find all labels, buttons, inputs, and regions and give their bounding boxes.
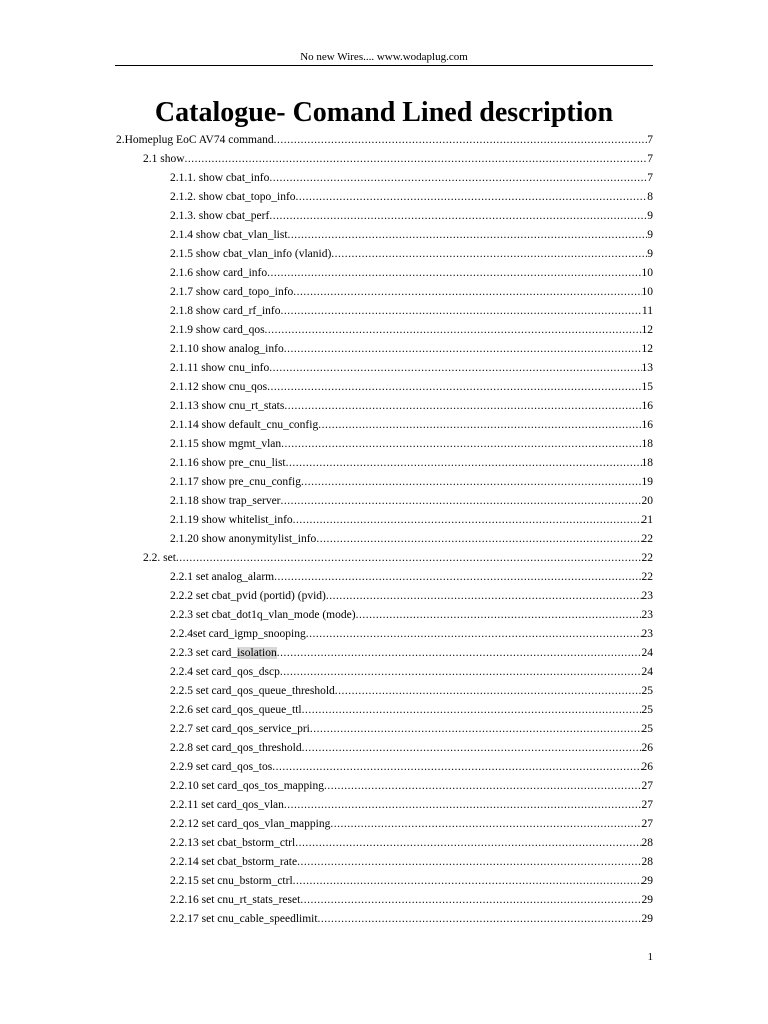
toc-entry[interactable]	[170, 684, 653, 699]
toc-entry-title: 2.2.16 set cnu_rt_stats_reset	[170, 894, 301, 906]
toc-entry-page: 29	[641, 913, 653, 925]
toc-entry-title: 2.1 show	[143, 153, 185, 165]
toc-entry-page: 27	[641, 780, 653, 792]
toc-entry-page: 18	[641, 457, 653, 469]
toc-leader-dots	[284, 342, 642, 357]
toc-entry[interactable]	[170, 266, 653, 281]
toc-leader-dots	[286, 456, 642, 471]
toc-entry[interactable]	[170, 741, 653, 756]
toc-entry[interactable]	[170, 779, 653, 794]
toc-entry-page: 29	[641, 875, 653, 887]
toc-entry[interactable]	[170, 836, 653, 851]
toc-leader-dots	[316, 532, 641, 547]
toc-entry[interactable]	[170, 418, 653, 433]
toc-leader-dots	[281, 304, 642, 319]
toc-entry-page: 7	[647, 172, 653, 184]
page-number: 1	[647, 951, 653, 963]
toc-entry[interactable]	[170, 342, 653, 357]
toc-entry-page: 22	[641, 533, 653, 545]
toc-entry[interactable]	[116, 133, 653, 148]
toc-entry-title: 2.2.8 set card_qos_threshold	[170, 742, 302, 754]
header-divider	[115, 65, 653, 66]
toc-entry-title: 2.2.4set card_igmp_snooping	[170, 628, 306, 640]
toc-entry[interactable]	[170, 570, 653, 585]
toc-entry-page: 27	[641, 818, 653, 830]
toc-leader-dots	[176, 551, 642, 566]
toc-entry-title: 2.1.6 show card_info	[170, 267, 268, 279]
toc-entry-title: 2.1.4 show cbat_vlan_list	[170, 229, 288, 241]
toc-leader-dots	[269, 361, 641, 376]
toc-entry[interactable]	[170, 798, 653, 813]
toc-entry-page: 29	[641, 894, 653, 906]
toc-entry-title: 2.2.15 set cnu_bstorm_ctrl	[170, 875, 293, 887]
toc-entry[interactable]	[170, 874, 653, 889]
toc-leader-dots	[296, 190, 648, 205]
toc-entry-page: 25	[641, 704, 653, 716]
toc-entry-title: 2.2.4 set card_qos_dscp	[170, 666, 280, 678]
toc-entry-page: 10	[641, 286, 653, 298]
toc-entry-title: 2.2.17 set cnu_cable_speedlimit	[170, 913, 318, 925]
toc-entry[interactable]	[170, 475, 653, 490]
toc-leader-dots	[300, 893, 641, 908]
toc-entry[interactable]	[170, 817, 653, 832]
toc-entry[interactable]	[170, 285, 653, 300]
page-title: Catalogue- Comand Lined description	[154, 97, 614, 128]
toc-entry-page: 9	[647, 248, 653, 260]
toc-entry-page: 27	[641, 799, 653, 811]
toc-leader-dots	[280, 665, 642, 680]
toc-entry-page: 7	[647, 153, 653, 165]
toc-leader-dots	[297, 855, 641, 870]
page-header: No new Wires.... www.wodaplug.com	[300, 51, 468, 63]
toc-entry-title: 2.2.1 set analog_alarm	[170, 571, 275, 583]
toc-entry-page: 16	[641, 400, 653, 412]
toc-entry-title: 2.2.11 set card_qos_vlan	[170, 799, 284, 811]
toc-entry-title: 2.2.2 set cbat_pvid (portid) (pvid)	[170, 590, 326, 602]
toc-entry-title: 2.1.7 show card_topo_info	[170, 286, 294, 298]
toc-leader-dots	[267, 380, 641, 395]
toc-leader-dots	[293, 513, 642, 528]
toc-entry[interactable]	[170, 323, 653, 338]
toc-entry-title: 2.1.10 show analog_info	[170, 343, 284, 355]
toc-entry-page: 8	[647, 191, 653, 203]
toc-entry-title: 2.2. set	[143, 552, 176, 564]
toc-entry-page: 9	[647, 229, 653, 241]
toc-leader-dots	[318, 418, 641, 433]
toc-entry-page: 20	[641, 495, 653, 507]
toc-entry-page: 25	[641, 723, 653, 735]
toc-entry-page: 23	[641, 609, 653, 621]
toc-leader-dots	[335, 684, 642, 699]
toc-entry-page: 19	[641, 476, 653, 488]
toc-entry[interactable]	[170, 665, 653, 680]
toc-entry-page: 16	[641, 419, 653, 431]
toc-entry-page: 25	[641, 685, 653, 697]
toc-entry[interactable]	[170, 247, 653, 262]
toc-leader-dots	[267, 266, 641, 281]
toc-leader-dots	[284, 798, 642, 813]
toc-entry-page: 23	[641, 628, 653, 640]
toc-entry-page: 26	[641, 761, 653, 773]
toc-entry-page: 21	[641, 514, 653, 526]
toc-entry-title: 2.1.16 show pre_cnu_list	[170, 457, 286, 469]
toc-entry-title: 2.1.9 show card_qos	[170, 324, 265, 336]
toc-entry-title: 2.2.12 set card_qos_vlan_mapping	[170, 818, 331, 830]
toc-leader-dots	[302, 703, 642, 718]
toc-entry-title: 2.1.20 show anonymitylist_info	[170, 533, 317, 545]
toc-entry[interactable]	[143, 152, 653, 167]
toc-entry-title: 2.1.18 show trap_server	[170, 495, 281, 507]
toc-entry-title: 2.2.5 set card_qos_queue_threshold	[170, 685, 335, 697]
toc-entry[interactable]	[170, 646, 653, 661]
toc-entry-title: 2.1.14 show default_cnu_config	[170, 419, 319, 431]
toc-leader-dots	[331, 247, 647, 262]
toc-entry-page: 12	[641, 343, 653, 355]
toc-leader-dots	[265, 323, 642, 338]
toc-entry[interactable]	[170, 437, 653, 452]
toc-entry-page: 22	[641, 552, 653, 564]
highlighted-term: isolation	[237, 647, 277, 659]
toc-leader-dots	[274, 133, 648, 148]
toc-entry-page: 18	[641, 438, 653, 450]
toc-leader-dots	[324, 779, 642, 794]
toc-entry-page: 22	[641, 571, 653, 583]
toc-leader-dots	[185, 152, 648, 167]
toc-entry-page: 12	[641, 324, 653, 336]
toc-entry-title: 2.2.3 set card_isolation	[170, 647, 277, 659]
toc-leader-dots	[310, 722, 642, 737]
toc-entry[interactable]	[170, 703, 653, 718]
toc-entry-title: 2.2.7 set card_qos_service_pri	[170, 723, 310, 735]
toc-entry-title: 2.2.13 set cbat_bstorm_ctrl	[170, 837, 296, 849]
toc-entry[interactable]	[170, 494, 653, 509]
toc-leader-dots	[277, 646, 642, 661]
toc-entry-title: 2.1.13 show cnu_rt_stats	[170, 400, 285, 412]
toc-entry[interactable]	[170, 589, 653, 604]
toc-entry-page: 26	[641, 742, 653, 754]
toc-leader-dots	[284, 399, 641, 414]
toc-leader-dots	[272, 760, 641, 775]
toc-leader-dots	[295, 836, 641, 851]
toc-entry-page: 23	[641, 590, 653, 602]
toc-leader-dots	[306, 627, 642, 642]
toc-leader-dots	[288, 228, 648, 243]
toc-entry[interactable]	[170, 190, 653, 205]
toc-entry-page: 10	[641, 267, 653, 279]
toc-leader-dots	[269, 171, 647, 186]
toc-entry-title: 2.1.2. show cbat_topo_info	[170, 191, 296, 203]
toc-entry-page: 7	[647, 134, 653, 146]
toc-leader-dots	[281, 494, 642, 509]
toc-entry[interactable]	[170, 608, 653, 623]
toc-leader-dots	[293, 285, 641, 300]
toc-entry[interactable]	[170, 513, 653, 528]
toc-entry-title: 2.1.11 show cnu_info	[170, 362, 270, 374]
toc-entry-title: 2.2.3 set cbat_dot1q_vlan_mode (mode)	[170, 609, 356, 621]
toc-entry-page: 11	[641, 305, 653, 317]
toc-entry-title: 2.1.15 show mgmt_vlan	[170, 438, 282, 450]
toc-entry-page: 13	[641, 362, 653, 374]
toc-leader-dots	[302, 741, 642, 756]
toc-entry[interactable]	[170, 760, 653, 775]
toc-entry-title: 2.1.19 show whitelist_info	[170, 514, 293, 526]
toc-entry-title: 2.1.17 show pre_cnu_config	[170, 476, 301, 488]
toc-leader-dots	[274, 570, 641, 585]
toc-entry[interactable]	[170, 380, 653, 395]
toc-entry-page: 28	[641, 837, 653, 849]
toc-leader-dots	[301, 475, 642, 490]
toc-entry[interactable]	[170, 399, 653, 414]
toc-entry-page: 28	[641, 856, 653, 868]
toc-entry-title: 2.2.6 set card_qos_queue_ttl	[170, 704, 302, 716]
toc-leader-dots	[293, 874, 642, 889]
toc-entry-title: 2.1.12 show cnu_qos	[170, 381, 268, 393]
toc-entry-title: 2.1.8 show card_rf_info	[170, 305, 281, 317]
toc-leader-dots	[330, 817, 641, 832]
toc-leader-dots	[326, 589, 642, 604]
toc-leader-dots	[281, 437, 641, 452]
toc-entry-title: 2.1.5 show cbat_vlan_info (vlanid)	[170, 248, 332, 260]
toc-entry-title: 2.2.10 set card_qos_tos_mapping	[170, 780, 324, 792]
toc-entry[interactable]	[170, 893, 653, 908]
toc-entry[interactable]	[170, 912, 653, 927]
toc-entry[interactable]	[170, 722, 653, 737]
toc-entry[interactable]	[170, 209, 653, 224]
toc-entry-title: 2.1.3. show cbat_perf	[170, 210, 270, 222]
toc-entry[interactable]	[170, 532, 653, 547]
toc-entry-page: 9	[647, 210, 653, 222]
toc-entry-title: 2.2.9 set card_qos_tos	[170, 761, 273, 773]
toc-entry[interactable]	[170, 627, 653, 642]
toc-entry[interactable]	[170, 361, 653, 376]
toc-entry-title: 2.Homeplug EoC AV74 command	[116, 134, 274, 146]
toc-leader-dots	[318, 912, 642, 927]
toc-entry[interactable]	[170, 855, 653, 870]
toc-entry[interactable]	[170, 171, 653, 186]
toc-entry[interactable]	[170, 304, 653, 319]
toc-entry-title: 2.1.1. show cbat_info	[170, 172, 270, 184]
toc-leader-dots	[356, 608, 642, 623]
toc-entry-page: 24	[641, 666, 653, 678]
toc-entry-title: 2.2.14 set cbat_bstorm_rate	[170, 856, 298, 868]
toc-entry[interactable]	[143, 551, 653, 566]
toc-entry[interactable]	[170, 228, 653, 243]
toc-entry-page: 15	[641, 381, 653, 393]
toc-entry-page: 24	[641, 647, 653, 659]
toc-leader-dots	[269, 209, 647, 224]
toc-entry[interactable]	[170, 456, 653, 471]
